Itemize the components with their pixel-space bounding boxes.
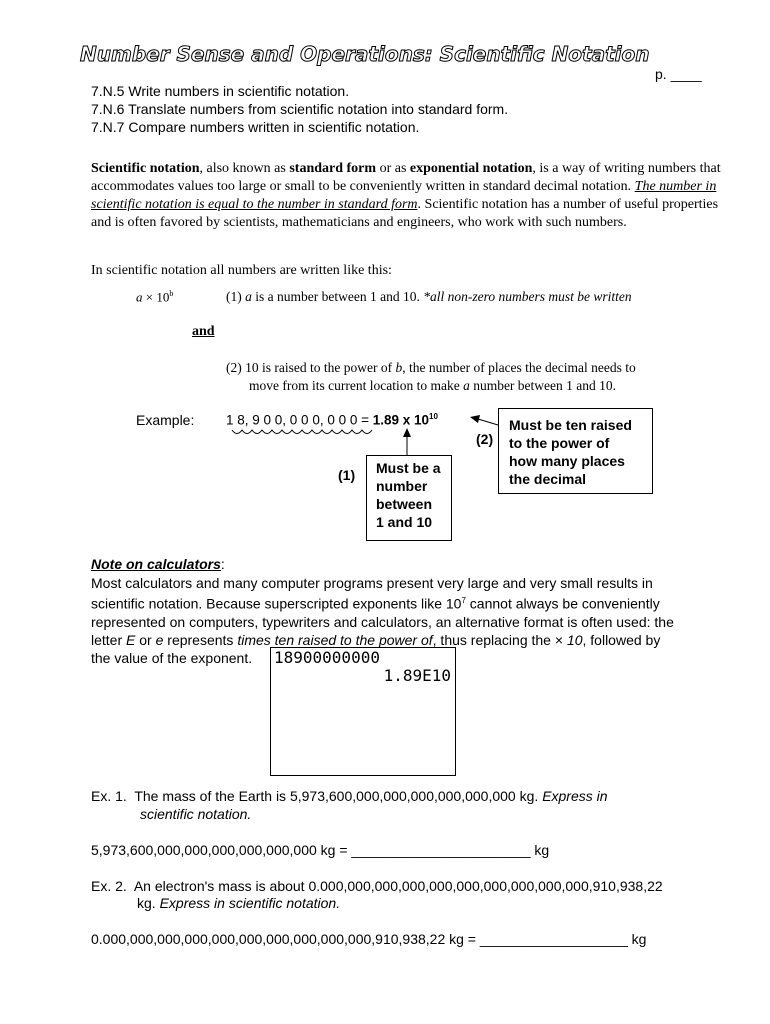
form-lead: In scientific notation all numbers are written like this: xyxy=(91,263,392,278)
and-connector: and xyxy=(192,324,215,339)
arrow-head-coefficient xyxy=(403,428,411,437)
calculator-text-line xyxy=(91,592,731,613)
rule-1-number: (1) xyxy=(226,289,246,304)
rule-1-text: is a number between 1 and 10. xyxy=(251,289,424,304)
rule-1-note: *all non-zero numbers must be written xyxy=(423,289,632,304)
standard-item: 7.N.5 Write numbers in scientific notation. xyxy=(91,83,350,99)
term-exponential-notation: exponential notation xyxy=(409,161,533,176)
calculator-emphasis: 10 xyxy=(566,631,583,648)
exercise-2-text: An electron's mass is about 0.000,000,000,000,000,000,000,000,000,000,910,938,22 xyxy=(133,878,663,894)
calculator-text-line: Most calculators and many computer programs present very large and very small results in xyxy=(91,575,653,591)
exercise-2-answer-line[interactable]: 0.000,000,000,000,000,000,000,000,000,000,910,938,22 kg = ___________________ kg xyxy=(91,931,647,947)
example-number: 1 8, 9 0 0, 0 0 0, 0 0 0 = xyxy=(226,412,373,428)
calculator-text: represents xyxy=(163,631,238,648)
callout-line: the decimal xyxy=(509,471,587,487)
example-result: 1.89 x 10 xyxy=(372,412,430,428)
callout-line: Must be ten raised xyxy=(509,417,632,433)
calculator-emphasis: times ten raised to the power of xyxy=(237,631,433,648)
decimal-hop-arcs xyxy=(232,430,372,434)
arrow-to-exponent xyxy=(478,419,498,425)
calculator-text: or xyxy=(135,631,156,648)
formula-times: × 10 xyxy=(142,289,170,305)
exercise-1-answer-line[interactable]: 5,973,600,000,000,000,000,000,000 kg = _______________________ kg xyxy=(91,842,550,858)
intro-text: . Scientific notation has a number of useful properties and is often favored by scientists, mathematicians and engineers, who work with such numbers. xyxy=(91,197,719,230)
letter-E: E xyxy=(126,631,136,648)
standard-item: 7.N.6 Translate numbers from scientific notation into standard form. xyxy=(91,101,509,117)
calculator-text: cannot always be conveniently xyxy=(465,595,660,612)
calculator-text-line xyxy=(91,631,731,649)
exercise-1-text: The mass of the Earth is 5,973,600,000,000,000,000,000,000 kg. xyxy=(134,788,543,804)
emphasis-statement: The number in scientific notation is equal to the number in standard form xyxy=(91,179,717,212)
calculator-text: scientific notation. Because superscripted exponents like 10 xyxy=(91,595,462,612)
exercise-1-line-2 xyxy=(140,806,251,822)
marker-1: (1) xyxy=(338,467,356,483)
exercise-1 xyxy=(91,788,608,804)
display-standard-value: 18900000000 xyxy=(274,648,380,667)
calculator-text: , followed by xyxy=(582,631,661,648)
rule-2-text: move from its current location to make xyxy=(249,378,464,393)
page-title: Number Sense and Operations: Scientific Notation xyxy=(80,42,650,66)
exercise-1-instruction: scientific notation. xyxy=(140,806,252,822)
calculator-text-line: represented on computers, typewriters and calculators, an alternative format is often used: the xyxy=(91,613,674,630)
callout-line: how many places xyxy=(509,453,625,469)
example-result-exponent: 10 xyxy=(429,412,438,421)
calculator-text: letter xyxy=(91,631,127,648)
letter-e: e xyxy=(155,631,164,648)
calculator-display xyxy=(270,647,456,776)
rule-2-text: (2) 10 is raised to the power of xyxy=(226,360,396,375)
intro-text: or as xyxy=(376,161,410,176)
rule-2-a: a xyxy=(463,378,470,393)
calculator-text: , thus replacing the × xyxy=(432,631,567,648)
intro-text: , also known as xyxy=(199,161,290,176)
calculator-heading xyxy=(91,556,225,572)
callout-line: 1 and 10 xyxy=(376,514,433,530)
exercise-1-label: Ex. 1. xyxy=(91,788,127,804)
rule-2-text: number between 1 and 10. xyxy=(469,378,617,393)
exercise-2-text: kg. xyxy=(137,895,160,911)
example-label: Example: xyxy=(136,412,195,428)
callout-line: Must be a xyxy=(376,460,441,476)
callout-line: number xyxy=(376,478,428,494)
term-scientific-notation: Scientific notation xyxy=(91,161,200,176)
heading-colon: : xyxy=(220,556,225,572)
coefficient-callout xyxy=(366,455,452,541)
exercise-2 xyxy=(91,878,663,894)
exercise-2-line-2 xyxy=(137,895,340,911)
marker-2: (2) xyxy=(476,431,494,447)
exercise-2-label: Ex. 2. xyxy=(91,878,127,894)
standard-item: 7.N.7 Compare numbers written in scientific notation. xyxy=(91,119,420,135)
calculator-text-line: the value of the exponent. xyxy=(91,649,253,666)
rule-1-a: a xyxy=(245,289,252,304)
rule-2-b: b xyxy=(395,360,403,375)
callout-line: to the power of xyxy=(509,435,610,451)
exponent-example: 7 xyxy=(461,596,466,605)
exponent-callout xyxy=(498,408,653,494)
exercise-2-instruction: Express in scientific notation. xyxy=(159,895,341,911)
arrow-head-exponent xyxy=(470,415,480,423)
callout-line: between xyxy=(376,496,433,512)
formula-exponent: b xyxy=(169,289,174,298)
rule-2-text: , the number of places the decimal needs to xyxy=(402,360,636,375)
display-e-notation-value: 1.89E10 xyxy=(383,666,451,685)
formula-a: a xyxy=(136,289,143,305)
calculator-heading-text: Note on calculators xyxy=(91,556,221,572)
exercise-1-instruction: Express in xyxy=(542,788,608,804)
term-standard-form: standard form xyxy=(289,161,377,176)
intro-text: , is a way of writing numbers that accommodates values too large or small to be conveniently written in standard decimal notation. xyxy=(91,161,721,194)
page-number-label: p. ____ xyxy=(655,66,702,82)
